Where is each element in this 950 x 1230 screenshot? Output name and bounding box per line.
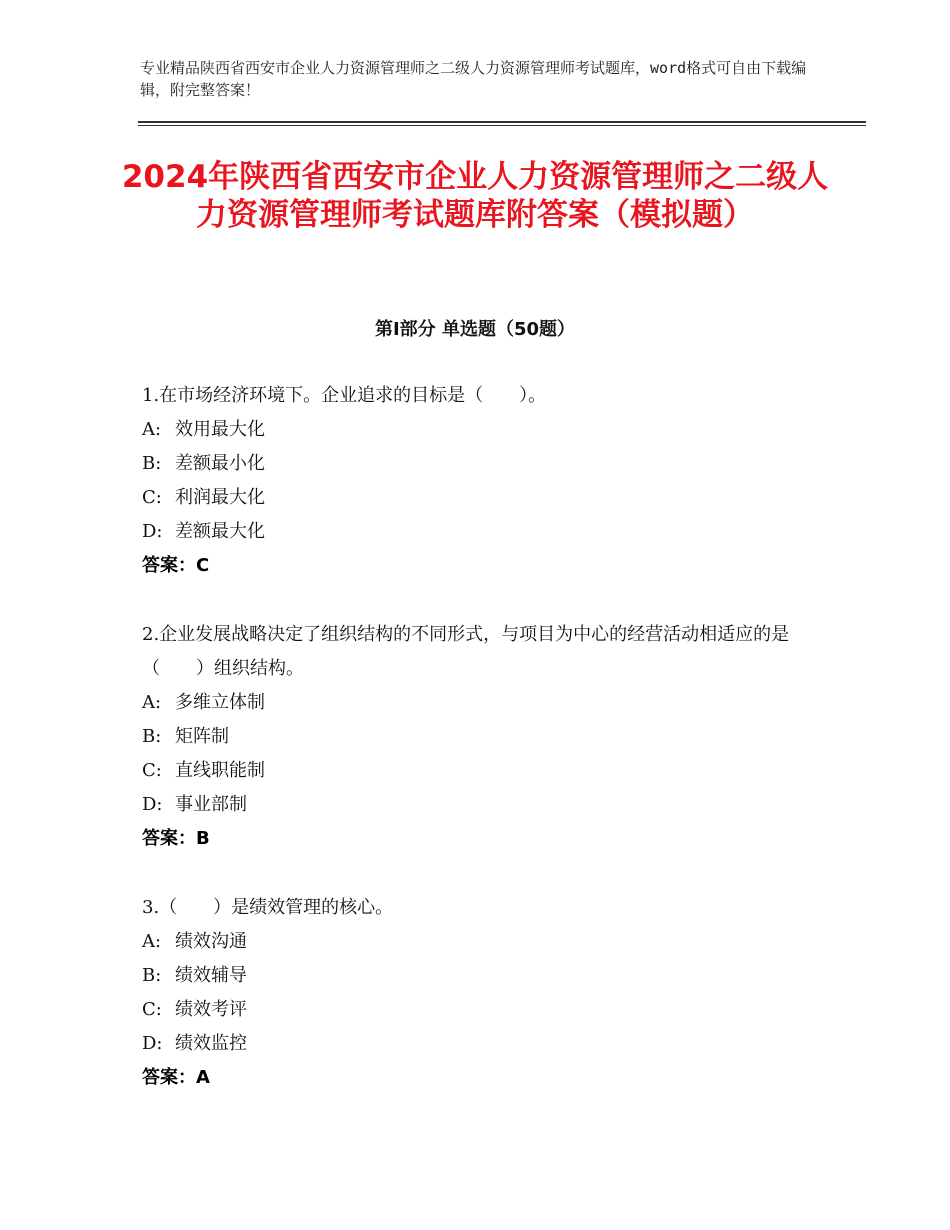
option-b: [142, 447, 822, 481]
option-a: [142, 413, 822, 447]
header-rule-thick: [138, 121, 866, 123]
option-c: [142, 481, 822, 515]
question-1: [142, 379, 822, 583]
option-text: 直线职能制: [175, 760, 265, 781]
option-letter: A:: [142, 692, 162, 713]
option-letter: B:: [142, 453, 162, 474]
header-rule-thin: [138, 125, 866, 126]
question-3: [142, 891, 822, 1095]
option-text: 矩阵制: [175, 726, 229, 747]
question-stem: 2.企业发展战略决定了组织结构的不同形式，与项目为中心的经营活动相适应的是（ ）组织结构。: [142, 624, 790, 679]
option-text: 多维立体制: [175, 692, 265, 713]
option-text: 差额最大化: [175, 521, 265, 542]
question-stem: 1.在市场经济环境下。企业追求的目标是（ ）。: [142, 385, 547, 406]
option-letter: B:: [142, 726, 162, 747]
option-letter: C:: [142, 999, 162, 1020]
header-note: 专业精品陕西省西安市企业人力资源管理师之二级人力资源管理师考试题库，word格式可自由下载编辑，附完整答案！: [140, 59, 807, 99]
option-letter: D:: [142, 521, 163, 542]
answer-label: 答案：: [142, 555, 196, 576]
option-d: [142, 1027, 822, 1061]
option-c: [142, 993, 822, 1027]
option-letter: C:: [142, 760, 162, 781]
answer-label: 答案：: [142, 1067, 196, 1088]
answer-line: [142, 549, 822, 583]
option-a: [142, 686, 802, 720]
option-c: [142, 754, 802, 788]
option-text: 事业部制: [175, 794, 247, 815]
question-2: [142, 618, 802, 856]
option-letter: A:: [142, 931, 162, 952]
answer-label: 答案：: [142, 828, 196, 849]
document-title: 2024年陕西省西安市企业人力资源管理师之二级人力资源管理师考试题库附答案（模拟题）: [121, 159, 829, 233]
option-text: 绩效监控: [175, 1033, 247, 1054]
answer-line: [142, 822, 802, 856]
option-text: 差额最小化: [175, 453, 265, 474]
option-letter: A:: [142, 419, 162, 440]
option-b: [142, 720, 802, 754]
option-letter: C:: [142, 487, 162, 508]
answer-value: C: [196, 555, 210, 576]
answer-value: A: [196, 1067, 210, 1088]
option-text: 绩效沟通: [175, 931, 247, 952]
section-title: 第Ⅰ部分 单选题（50题）: [374, 319, 575, 340]
option-d: [142, 515, 822, 549]
option-letter: D:: [142, 794, 163, 815]
question-stem: 3.（ ）是绩效管理的核心。: [142, 897, 394, 918]
answer-line: [142, 1061, 822, 1095]
answer-value: B: [196, 828, 210, 849]
option-a: [142, 925, 822, 959]
option-d: [142, 788, 802, 822]
option-text: 绩效辅导: [175, 965, 247, 986]
option-text: 利润最大化: [175, 487, 265, 508]
option-text: 绩效考评: [175, 999, 247, 1020]
option-text: 效用最大化: [175, 419, 265, 440]
option-letter: D:: [142, 1033, 163, 1054]
option-b: [142, 959, 822, 993]
option-letter: B:: [142, 965, 162, 986]
